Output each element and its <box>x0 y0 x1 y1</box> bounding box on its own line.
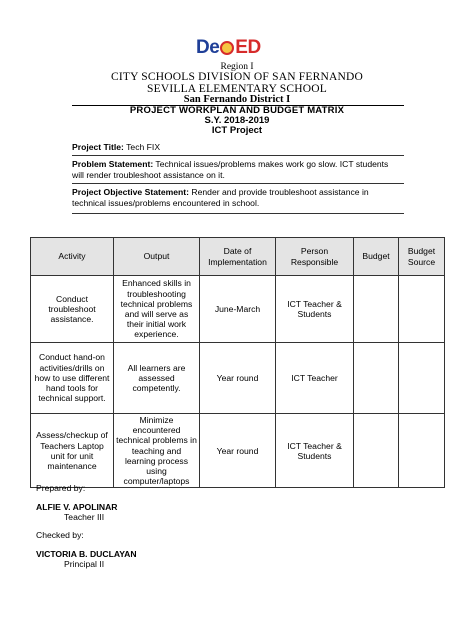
person-cell: ICT Teacher <box>276 343 354 414</box>
column-header-budget: Budget <box>354 238 399 276</box>
column-header-person: Person Responsible <box>276 238 354 276</box>
column-header-date: Date of Implementation <box>200 238 276 276</box>
checked-by-title: Principal II <box>64 559 105 569</box>
document-title: PROJECT WORKPLAN AND BUDGET MATRIX <box>129 105 345 116</box>
checked-by-label: Checked by: <box>36 530 84 540</box>
budget-cell <box>354 343 399 414</box>
objective-statement-label: Project Objective Statement: <box>72 187 190 197</box>
problem-statement-rule <box>72 183 404 184</box>
header-division: CITY SCHOOLS DIVISION OF SAN FERNANDO <box>110 71 363 83</box>
column-header-output: Output <box>114 238 200 276</box>
activity-cell: Conduct troubleshoot assistance. <box>31 276 114 343</box>
budget-cell <box>354 276 399 343</box>
logo-text-ed: ED <box>235 37 261 58</box>
objective-statement-line1: Render and provide troubleshoot assistance in <box>191 187 369 197</box>
activity-cell: Conduct hand-on activities/drills on how to use different hand tools for technical support. <box>31 343 114 414</box>
header-school: SEVILLA ELEMENTARY SCHOOL <box>147 83 327 95</box>
date-cell: Year round <box>200 414 276 488</box>
objective-statement-rule <box>72 213 404 214</box>
table-row <box>31 343 445 414</box>
deped-logo <box>196 36 286 60</box>
table-row <box>31 276 445 343</box>
project-title-label: Project Title: <box>72 142 124 152</box>
project-category: ICT Project <box>211 125 263 136</box>
person-cell: ICT Teacher & Students <box>276 414 354 488</box>
deped-seal-icon <box>220 41 234 55</box>
prepared-by-label: Prepared by: <box>36 483 86 493</box>
date-cell: Year round <box>200 343 276 414</box>
table-header-row <box>31 238 445 276</box>
output-cell: All learners are assessed competently. <box>114 343 200 414</box>
budget-source-cell <box>399 414 445 488</box>
budget-source-cell <box>399 276 445 343</box>
column-header-activity: Activity <box>31 238 114 276</box>
date-cell: June-March <box>200 276 276 343</box>
header-district: San Fernando District I <box>183 94 291 105</box>
objective-statement-line2: technical issues/problems encountered in school. <box>72 197 260 208</box>
header-region: Region I <box>220 62 254 72</box>
project-title-rule <box>72 155 404 156</box>
problem-statement-line1: Technical issues/problems makes work go slow. ICT students <box>155 159 389 169</box>
budget-cell <box>354 414 399 488</box>
budget-source-cell <box>399 343 445 414</box>
output-cell: Enhanced skills in troubleshooting technical problems and will serve as their initial work experience. <box>114 276 200 343</box>
column-header-budget-source: Budget Source <box>399 238 445 276</box>
budget-matrix-table <box>30 237 445 488</box>
prepared-by-title: Teacher III <box>64 512 105 522</box>
project-title-line <box>72 142 404 153</box>
objective-statement <box>72 187 404 208</box>
project-title-value: Tech FIX <box>126 142 161 152</box>
checked-by-name: VICTORIA B. DUCLAYAN <box>36 549 137 559</box>
person-cell: ICT Teacher & Students <box>276 276 354 343</box>
output-cell: Minimize encountered technical problems in teaching and learning process using computer/laptops <box>114 414 200 488</box>
problem-statement <box>72 159 404 180</box>
school-year: S.Y. 2018-2019 <box>204 115 270 126</box>
activity-cell: Assess/checkup of Teachers Laptop unit for unit maintenance <box>31 414 114 488</box>
problem-statement-line2: will render troubleshoot assistance on it. <box>72 169 225 180</box>
table-row <box>31 414 445 488</box>
problem-statement-label: Problem Statement: <box>72 159 154 169</box>
prepared-by-name: ALFIE V. APOLINAR <box>36 502 118 512</box>
logo-text-de: De <box>196 37 220 58</box>
